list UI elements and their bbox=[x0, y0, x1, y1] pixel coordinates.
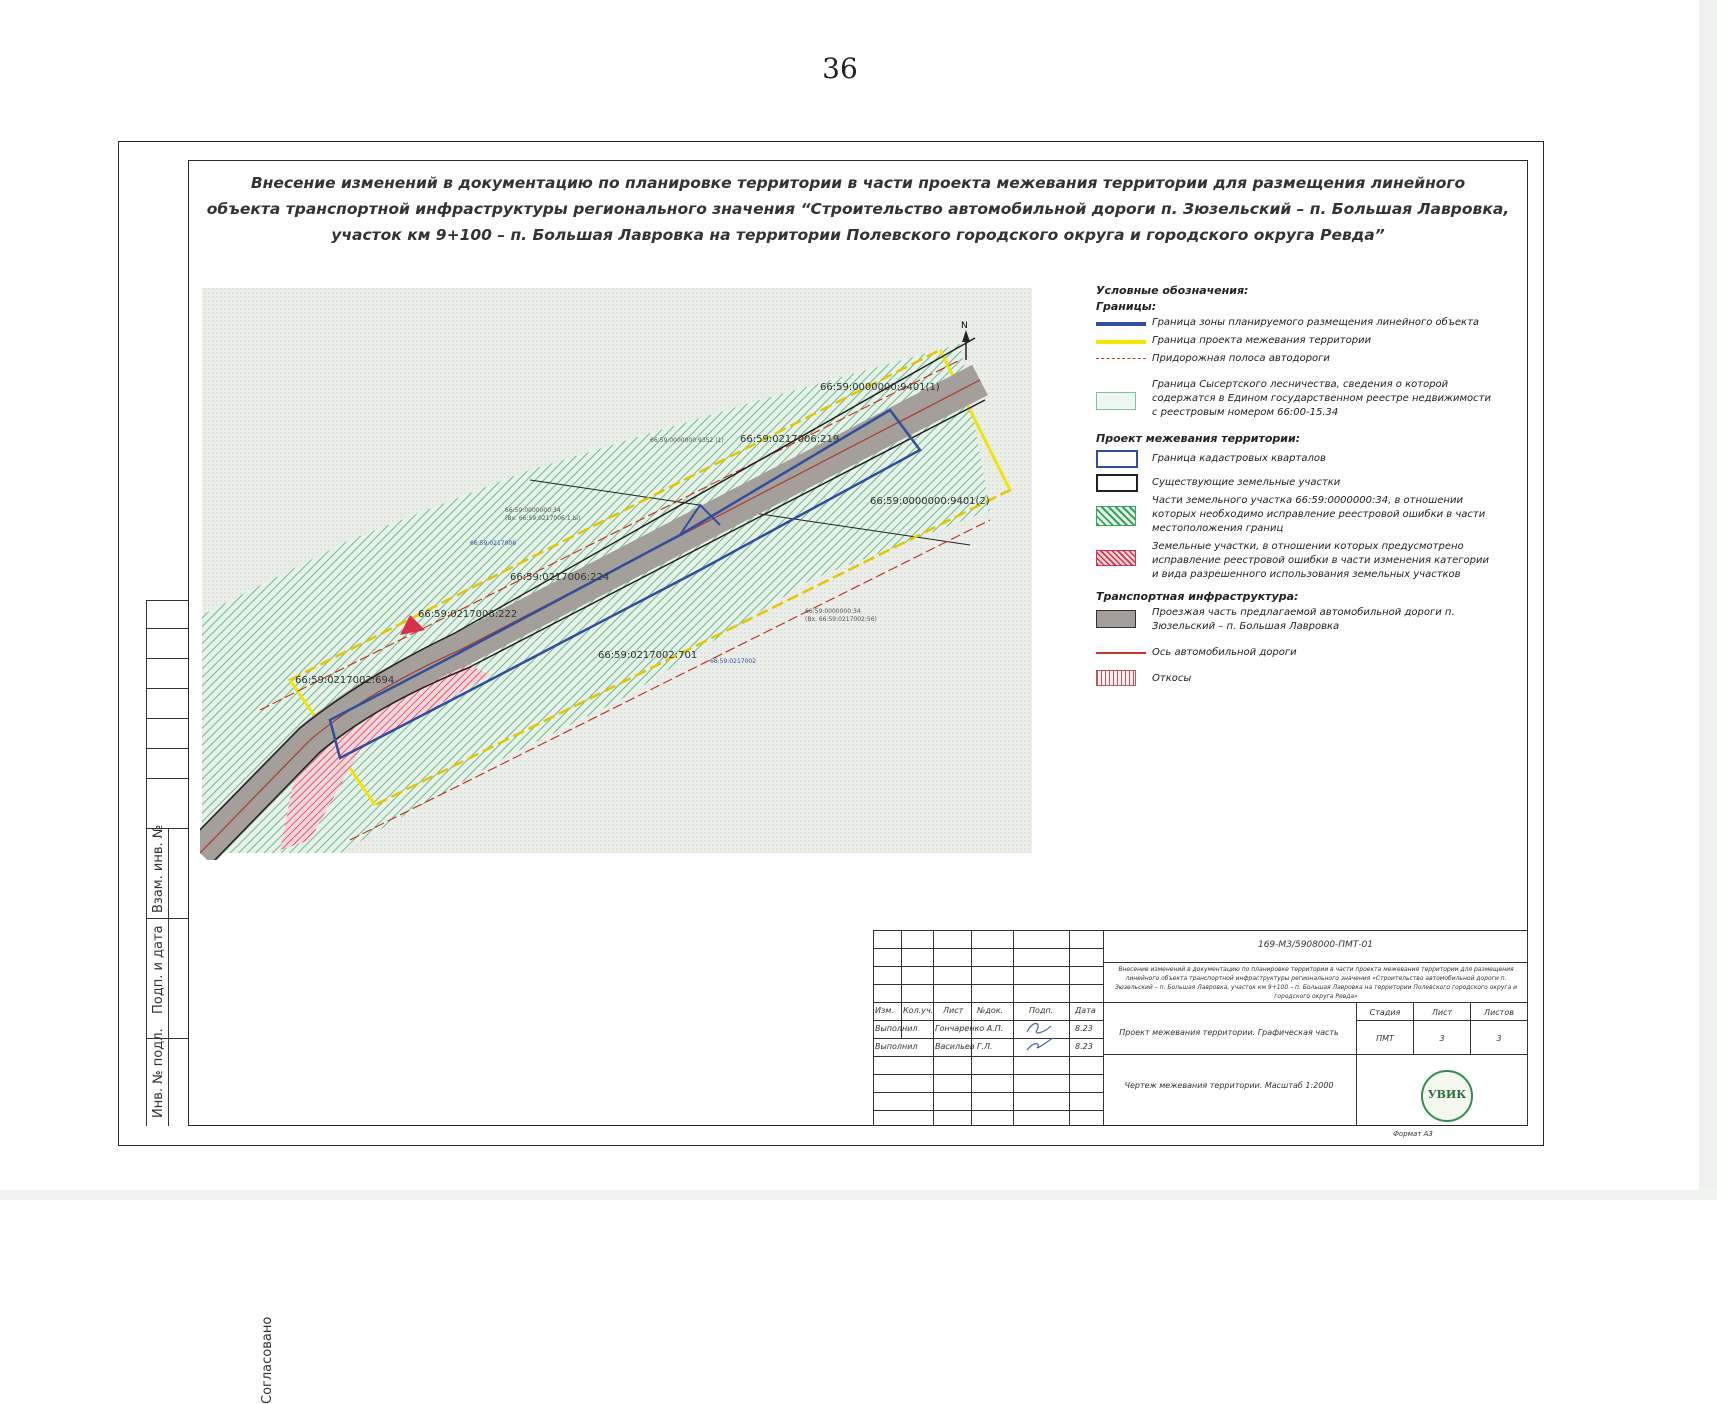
north-label: N bbox=[961, 321, 968, 331]
legend-label: Граница проекта межевания территории bbox=[1152, 335, 1372, 346]
tb-rule bbox=[1103, 930, 1104, 1126]
small-label: (Вх. 66:59:0217006:1 Ы) bbox=[505, 515, 581, 522]
swatch-road-axis bbox=[1096, 652, 1146, 654]
tb-role: Выполнил bbox=[875, 1042, 918, 1051]
tb-rule bbox=[1103, 1054, 1528, 1055]
strip-row bbox=[146, 748, 188, 749]
sheet-title bbox=[200, 170, 1516, 248]
tb-rule bbox=[1103, 962, 1528, 963]
tb-role: Выполнил bbox=[875, 1024, 918, 1033]
parcel-label: 66:59:0217006:222 bbox=[418, 609, 518, 620]
legend-label: Ось автомобильной дороги bbox=[1152, 647, 1297, 658]
tb-stage-header: Лист bbox=[1431, 1008, 1453, 1017]
legend-label: Части земельного участка 66:59:0000000:34, в отношении которых необходимо исправление реестровой ошибки в части местоположения границ bbox=[1152, 495, 1486, 534]
label-replaced-inv: Взам. инв. № bbox=[151, 824, 166, 913]
tb-date: 8.23 bbox=[1075, 1024, 1093, 1033]
swatch-carriageway bbox=[1096, 610, 1136, 628]
small-label: 66:59:0000000:34 bbox=[505, 507, 561, 514]
tb-rule bbox=[1069, 930, 1070, 1126]
signature-marks bbox=[1023, 1018, 1063, 1054]
strip-border bbox=[146, 600, 147, 1126]
tb-stage-header: Стадия bbox=[1369, 1008, 1401, 1017]
tb-rule bbox=[1413, 1002, 1414, 1054]
parcel-label: 66:59:0217006:219 bbox=[740, 434, 840, 445]
legend-group-survey: Проект межевания территории: bbox=[1096, 432, 1301, 445]
sheet-format: Формат А3 bbox=[1393, 1130, 1433, 1138]
strip-divider bbox=[168, 828, 169, 1126]
swatch-register-error bbox=[1096, 506, 1136, 526]
swatch-slopes bbox=[1096, 670, 1136, 686]
legend-label: Граница Сысертского лесничества, сведения о которой содержатся в Едином государственном реестре недвижимости с реестровым номером 66:00-15.34 bbox=[1152, 379, 1491, 418]
legend-label: Земельные участки, в отношении которых предусмотрено исправление реестровой ошибки в части изменения категории и вида разрешенного использования земельных участков bbox=[1152, 541, 1490, 580]
page-number: 36 bbox=[822, 52, 858, 85]
title-line-3: участок км 9+100 – п. Большая Лавровка на территории Полевского городского округа и городского округа Ревда” bbox=[331, 226, 1385, 244]
tb-description: Внесение изменений в документацию по планировке территории в части проекта межевания территории для размещения линейного объекта транспортной инфраструктуры регионального значения «Строительство автомобильной дороги п. Зюзельский – п. Большая Лавровка, участок км 9+100 – п. Большая Лавровка на территории Полевского городского округа и городского округа Ревда» bbox=[1114, 966, 1518, 1000]
tb-stage-value: 3 bbox=[1496, 1034, 1502, 1043]
legend-group-transport: Транспортная инфраструктура: bbox=[1096, 590, 1299, 603]
strip-row bbox=[146, 600, 188, 601]
small-label: 66:59:0000000:34 bbox=[805, 608, 861, 615]
strip-row bbox=[146, 658, 188, 659]
swatch-cadastral-quarters bbox=[1096, 450, 1138, 468]
swatch-survey-boundary bbox=[1096, 340, 1146, 344]
legend-label: Откосы bbox=[1152, 673, 1192, 684]
parcel-label: 66:59:0000000:9401(1) bbox=[820, 382, 940, 393]
tb-rule bbox=[1356, 1002, 1357, 1126]
swatch-planned-zone bbox=[1096, 322, 1146, 326]
legend-label: Граница зоны планируемого размещения линейного объекта bbox=[1152, 317, 1480, 328]
tb-code: 169-МЗ/5908000-ПМТ-01 bbox=[1257, 940, 1374, 950]
strip-row bbox=[146, 718, 188, 719]
small-label: 66:59:0217006 bbox=[470, 540, 517, 547]
tb-col-header: Подп. bbox=[1029, 1006, 1054, 1015]
legend-label: Существующие земельные участки bbox=[1152, 477, 1341, 488]
title-line-2: объекта транспортной инфраструктуры регионального значения “Строительство автомобильной дороги п. Зюзельский – п. Большая Лавровка, bbox=[206, 200, 1510, 218]
legend-label: Придорожная полоса автодороги bbox=[1152, 353, 1330, 364]
legend-label: Граница кадастровых кварталов bbox=[1152, 453, 1326, 464]
tb-rule bbox=[1013, 930, 1014, 1126]
parcel-label: 66:59:0217002:701 bbox=[598, 650, 698, 661]
strip-row bbox=[146, 688, 188, 689]
title-block bbox=[873, 930, 1528, 1138]
parcel-label: 66:59:0217002:694 bbox=[295, 675, 395, 686]
strip-row bbox=[146, 918, 188, 919]
logo-text: УВИК bbox=[1427, 1088, 1467, 1101]
tb-person: Васильев Г.Л. bbox=[935, 1042, 993, 1051]
tb-rule bbox=[1356, 1020, 1528, 1021]
swatch-reclassified bbox=[1096, 550, 1136, 566]
swatch-roadside-strip bbox=[1096, 358, 1146, 359]
label-inv-orig: Инв. № подл. bbox=[151, 1028, 166, 1118]
scan-edge-right bbox=[1699, 0, 1717, 1200]
company-logo bbox=[1421, 1070, 1473, 1122]
tb-date: 8.23 bbox=[1075, 1042, 1093, 1051]
tb-rule bbox=[1527, 930, 1528, 1126]
label-agreed: Согласовано bbox=[260, 1316, 275, 1404]
tb-stage-value: 3 bbox=[1439, 1034, 1445, 1043]
tb-rule bbox=[933, 930, 934, 1126]
tb-col-header: Лист bbox=[943, 1006, 964, 1015]
tb-rule bbox=[873, 930, 874, 1126]
small-label: 66:59:0000000:9352 (1) bbox=[650, 437, 724, 444]
tb-rule bbox=[1470, 1002, 1471, 1054]
tb-stage-value: ПМТ bbox=[1376, 1034, 1394, 1043]
parcel-label: 66:59:0217006:224 bbox=[510, 572, 610, 583]
strip-row bbox=[146, 628, 188, 629]
legend-label: Проезжая часть предлагаемой автомобильной дороги п. Зюзельский – п. Большая Лавровка bbox=[1152, 607, 1455, 632]
label-sign-date: Подп. и дата bbox=[151, 925, 166, 1014]
swatch-forestry bbox=[1096, 392, 1136, 410]
tb-col-header: Дата bbox=[1075, 1006, 1096, 1015]
legend-group-boundaries: Границы: bbox=[1096, 300, 1157, 313]
small-label: 66:59:0217002 bbox=[710, 658, 757, 665]
tb-stage-header: Листов bbox=[1484, 1008, 1514, 1017]
small-label: (Вх. 66:59:0217002:56) bbox=[805, 616, 877, 623]
title-line-1: Внесение изменений в документацию по планировке территории в части проекта межевания территории для размещения линейного bbox=[250, 174, 1466, 192]
tb-section: Проект межевания территории. Графическая часть bbox=[1119, 1028, 1339, 1037]
survey-map bbox=[200, 280, 1070, 860]
tb-col-header: Изм. bbox=[875, 1006, 894, 1015]
scan-edge-bottom bbox=[0, 1190, 1717, 1200]
tb-col-header: Кол.уч. bbox=[903, 1006, 934, 1015]
strip-row bbox=[146, 778, 188, 779]
tb-col-header: №док. bbox=[977, 1006, 1004, 1015]
swatch-existing-parcels bbox=[1096, 474, 1138, 492]
parcel-label: 66:59:0000000:9401(2) bbox=[870, 496, 990, 507]
legend-heading: Условные обозначения: bbox=[1096, 284, 1249, 297]
tb-drawing-name: Чертеж межевания территории. Масштаб 1:2000 bbox=[1124, 1081, 1334, 1090]
tb-person: Гончаренко А.П. bbox=[935, 1024, 1004, 1033]
